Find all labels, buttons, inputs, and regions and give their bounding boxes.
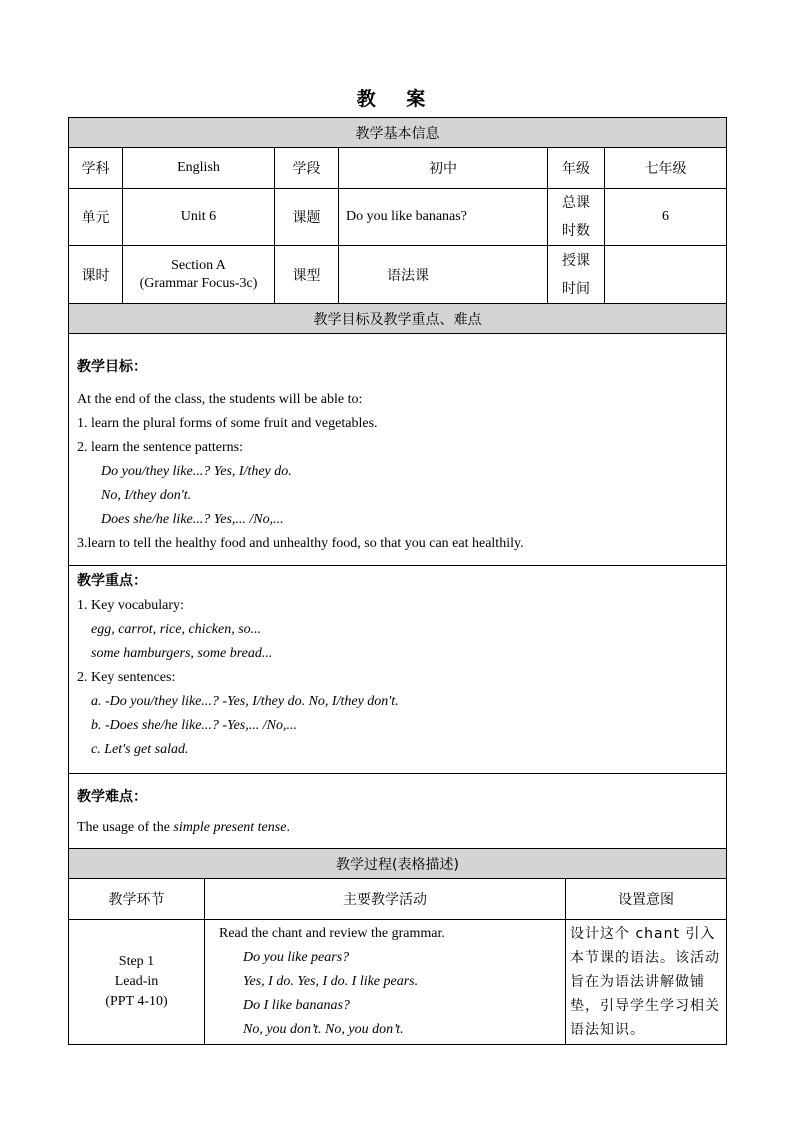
process-col-activity: 主要教学活动 — [205, 879, 566, 920]
key-point-line: 2. Key sentences: — [77, 670, 176, 685]
objectives-header: 教学目标及教学重点、难点 — [69, 304, 727, 334]
stage-value: 初中 — [339, 148, 548, 189]
chant-line: Do you like pears? — [243, 950, 350, 965]
step-number: Step 1 — [118, 954, 155, 969]
page-title: 教 案 — [356, 88, 438, 110]
total-hours-label-line1: 总课 — [562, 195, 590, 211]
step-ppt: (PPT 4-10) — [105, 994, 168, 1009]
total-hours-value: 6 — [605, 189, 727, 246]
goal-line: Does she/he like...? Yes,... /No,... — [101, 512, 284, 527]
period-line1: Section A — [171, 257, 226, 273]
unit-value: Unit 6 — [123, 189, 275, 246]
difficulty-text-after: . — [286, 820, 290, 835]
process-row — [69, 920, 727, 1045]
period-value — [123, 246, 275, 304]
difficulty-section — [69, 774, 727, 849]
key-point-line: 1. Key vocabulary: — [77, 598, 184, 613]
goal-line: 2. learn the sentence patterns: — [77, 440, 243, 455]
class-time-label-line1: 授课 — [562, 252, 590, 269]
difficulty-heading: 教学难点： — [77, 789, 147, 805]
stage-label: 学段 — [275, 148, 339, 189]
goal-line: No, I/they don't. — [101, 488, 192, 503]
process-table — [68, 878, 727, 1045]
period-line2: (Grammar Focus-3c) — [139, 275, 258, 291]
process-col-step: 教学环节 — [69, 879, 205, 920]
topic-label: 课题 — [275, 189, 339, 246]
key-point-line: some hamburgers, some bread... — [91, 646, 273, 661]
goal-line: At the end of the class, the students will be able to: — [77, 392, 363, 407]
grade-label: 年级 — [548, 148, 605, 189]
difficulty-text-italic: simple present tense — [173, 820, 287, 835]
period-label: 课时 — [69, 246, 123, 304]
key-point-line: c. Let's get salad. — [91, 742, 189, 757]
activity-intro: Read the chant and review the grammar. — [219, 926, 445, 941]
difficulty-text-before: The usage of the — [77, 820, 174, 835]
class-time-label-line2: 时间 — [562, 280, 590, 297]
lesson-plan-table — [68, 117, 727, 879]
basic-info-header: 教学基本信息 — [69, 118, 727, 148]
total-hours-label — [548, 189, 605, 246]
activity-cell — [205, 920, 566, 1045]
goal-line: 1. learn the plural forms of some fruit and vegetables. — [77, 416, 378, 431]
difficulty-text — [77, 816, 718, 840]
goal-line: 3.learn to tell the healthy food and unhealthy food, so that you can eat healthily. — [77, 536, 524, 551]
class-time-value — [605, 246, 727, 304]
goal-line: Do you/they like...? Yes, I/they do. — [101, 464, 292, 479]
subject-value: English — [123, 148, 275, 189]
key-point-line: b. -Does she/he like...? -Yes,... /No,... — [91, 718, 297, 733]
chant-line: Do I like bananas? — [243, 998, 350, 1013]
type-label: 课型 — [275, 246, 339, 304]
total-hours-label-line2: 时数 — [562, 223, 590, 239]
key-points-section — [69, 566, 727, 774]
key-point-line: a. -Do you/they like...? -Yes, I/they do. No, I/they don't. — [91, 694, 399, 709]
step-name: Lead-in — [114, 974, 159, 989]
key-points-heading: 教学重点： — [77, 573, 147, 589]
process-header: 教学过程(表格描述) — [69, 849, 727, 879]
class-time-label — [548, 246, 605, 304]
grade-value: 七年级 — [605, 148, 727, 189]
teaching-goals-section — [69, 334, 727, 566]
intent-cell: 设计这个 chant 引入本节课的语法。该活动旨在为语法讲解做铺垫，引导学生学习相关语法知识。 — [566, 920, 727, 1045]
topic-value: Do you like bananas? — [339, 189, 548, 246]
chant-line: Yes, I do. Yes, I do. I like pears. — [243, 974, 419, 989]
unit-label: 单元 — [69, 189, 123, 246]
teaching-goals-heading: 教学目标： — [77, 359, 147, 375]
type-value: 语法课 — [339, 246, 548, 304]
process-col-intent: 设置意图 — [566, 879, 727, 920]
key-point-line: egg, carrot, rice, chicken, so... — [91, 622, 262, 637]
step-cell — [69, 920, 205, 1045]
subject-label: 学科 — [69, 148, 123, 189]
chant-line: No, you don’t. No, you don’t. — [243, 1022, 404, 1037]
